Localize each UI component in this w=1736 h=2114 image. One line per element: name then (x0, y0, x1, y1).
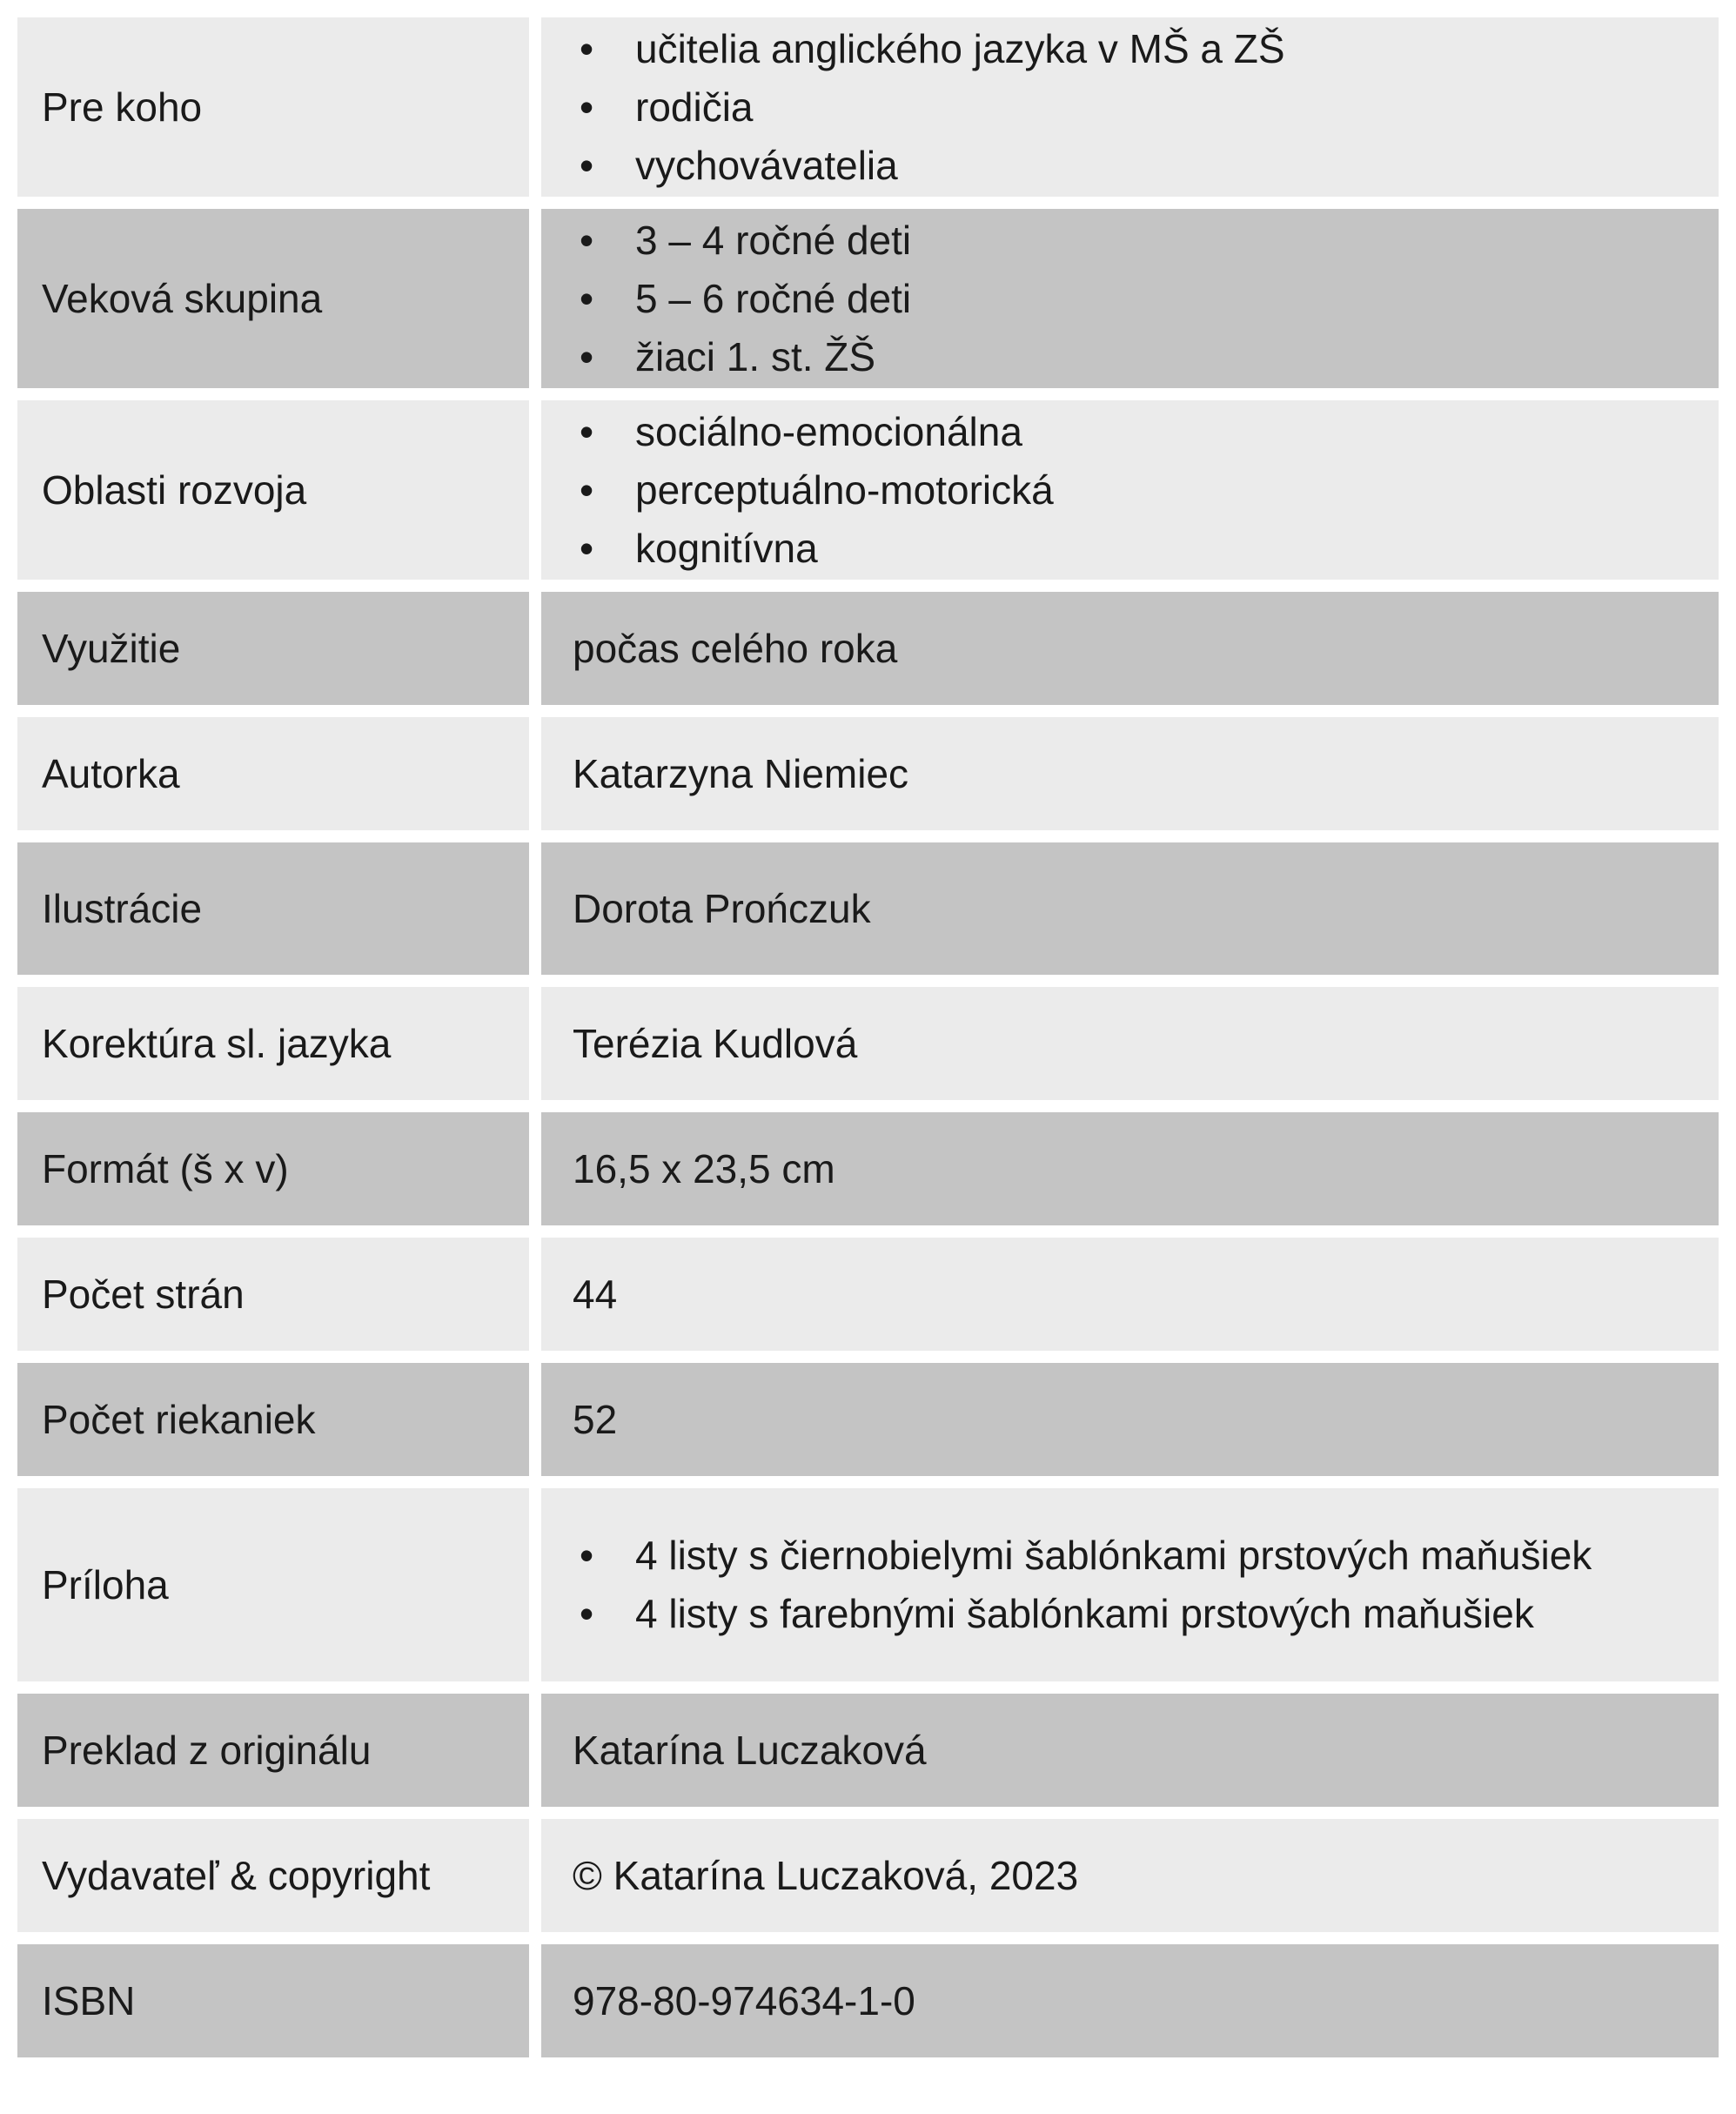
row-value (541, 1944, 1719, 2057)
row-value (541, 400, 1719, 580)
list-item: • vychovávatelia (573, 137, 1285, 195)
row-label (17, 987, 529, 1100)
list-item: • sociálno-emocionálna (573, 403, 1054, 461)
bullet-icon: • (579, 217, 594, 263)
row-label-text: Počet riekaniek (42, 1397, 316, 1442)
row-label (17, 842, 529, 975)
row-value (541, 1238, 1719, 1351)
table-row (17, 1944, 1719, 2057)
list-item: • 4 listy s farebnými šablónkami prstových maňušiek (573, 1585, 1592, 1643)
bullet-list (573, 403, 1054, 578)
row-label (17, 1819, 529, 1932)
row-value-text: Dorota Prończuk (573, 886, 871, 931)
table-row (17, 987, 1719, 1100)
row-value (541, 842, 1719, 975)
table-row (17, 1488, 1719, 1681)
bullet-icon: • (579, 466, 594, 513)
row-value-text: počas celého roka (573, 626, 898, 671)
row-label-text: Vydavateľ & copyright (42, 1853, 431, 1898)
row-label-text: ISBN (42, 1978, 136, 2023)
row-value-text: Katarína Luczaková (573, 1728, 927, 1773)
table-row (17, 842, 1719, 975)
bullet-icon: • (579, 25, 594, 71)
row-value (541, 987, 1719, 1100)
row-value-text: 978-80-974634-1-0 (573, 1978, 915, 2023)
table-row (17, 209, 1719, 388)
row-label (17, 717, 529, 830)
table-row (17, 1238, 1719, 1351)
row-label (17, 17, 529, 197)
row-label-text: Preklad z originálu (42, 1728, 372, 1773)
row-label-text: Príloha (42, 1562, 169, 1607)
row-label-text: Počet strán (42, 1272, 245, 1317)
bullet-icon: • (579, 408, 594, 454)
table-row (17, 717, 1719, 830)
row-value (541, 1488, 1719, 1681)
bullet-list (573, 20, 1285, 195)
row-label (17, 400, 529, 580)
bullet-list (573, 211, 911, 386)
table-row (17, 592, 1719, 705)
row-label-text: Oblasti rozvoja (42, 467, 307, 513)
table-row (17, 17, 1719, 197)
row-value-text: 44 (573, 1272, 618, 1317)
bullet-icon: • (579, 84, 594, 130)
table-row (17, 400, 1719, 580)
bullet-list (573, 1527, 1592, 1643)
row-label-text: Formát (š x v) (42, 1146, 289, 1191)
list-item: • 5 – 6 ročné deti (573, 270, 911, 328)
row-label-text: Ilustrácie (42, 886, 203, 931)
row-value (541, 592, 1719, 705)
row-label (17, 1363, 529, 1476)
row-label-text: Autorka (42, 751, 180, 796)
row-value (541, 1819, 1719, 1932)
row-label (17, 1238, 529, 1351)
row-label-text: Využitie (42, 626, 181, 671)
bullet-icon: • (579, 1533, 594, 1578)
row-label (17, 1112, 529, 1225)
table-row (17, 1363, 1719, 1476)
row-value-text: © Katarína Luczaková, 2023 (573, 1853, 1079, 1898)
list-item: • rodičia (573, 78, 1285, 137)
bullet-icon: • (579, 1591, 594, 1636)
bullet-icon: • (579, 525, 594, 571)
list-item: • 3 – 4 ročné deti (573, 211, 911, 270)
table-row (17, 1819, 1719, 1932)
row-label (17, 1944, 529, 2057)
list-item: • učitelia anglického jazyka v MŠ a ZŠ (573, 20, 1285, 78)
row-value-text: Katarzyna Niemiec (573, 751, 909, 796)
row-value (541, 1694, 1719, 1807)
row-label (17, 1488, 529, 1681)
table-row (17, 1694, 1719, 1807)
row-label-text: Korektúra sl. jazyka (42, 1021, 392, 1066)
row-value (541, 1112, 1719, 1225)
row-value (541, 1363, 1719, 1476)
row-label-text: Veková skupina (42, 276, 323, 321)
row-value-text: 16,5 x 23,5 cm (573, 1146, 835, 1191)
row-value (541, 717, 1719, 830)
row-value-text: Terézia Kudlová (573, 1021, 858, 1066)
bullet-icon: • (579, 333, 594, 379)
row-label (17, 209, 529, 388)
table-row (17, 1112, 1719, 1225)
row-label (17, 592, 529, 705)
list-item: • kognitívna (573, 520, 1054, 578)
row-label (17, 1694, 529, 1807)
list-item: • 4 listy s čiernobielymi šablónkami prstových maňušiek (573, 1527, 1592, 1585)
bullet-icon: • (579, 142, 594, 188)
row-value (541, 17, 1719, 197)
row-label-text: Pre koho (42, 84, 203, 130)
book-info-table (17, 17, 1719, 2070)
row-value-text: 52 (573, 1397, 618, 1442)
row-value (541, 209, 1719, 388)
list-item: • perceptuálno-motorická (573, 461, 1054, 520)
bullet-icon: • (579, 275, 594, 321)
list-item: • žiaci 1. st. ŽŠ (573, 328, 911, 386)
